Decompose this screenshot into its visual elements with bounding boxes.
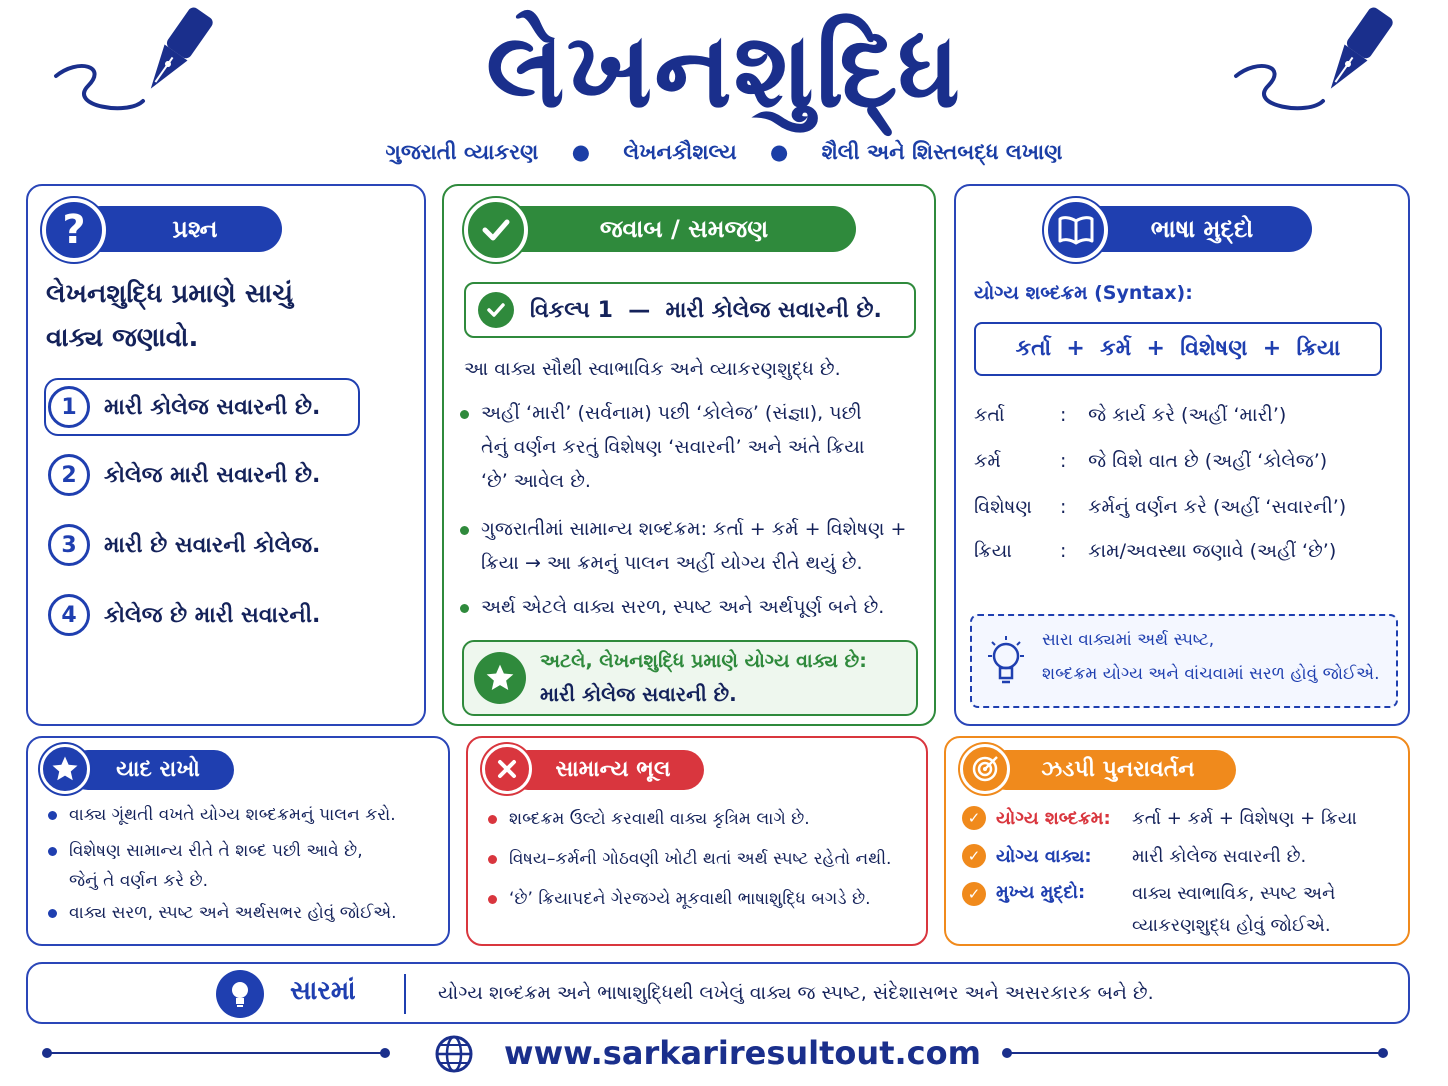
term-label: વિશેષણ bbox=[974, 496, 1032, 518]
check-icon bbox=[478, 292, 514, 328]
revision-badge: ઝડપી પુનરાવર્તન bbox=[986, 750, 1236, 790]
mistake-bullet bbox=[488, 804, 918, 834]
separator-dot: ● bbox=[769, 140, 789, 164]
bullet-line: ક્રિયા → આ ક્રમનું પાલન અહીં યોગ્ય રીતે થયું છે. bbox=[481, 552, 863, 574]
bullet-line: તેનું વર્ણન કરતું વિશેષણ ‘સવારની’ અને અંતે ક્રિયા bbox=[481, 436, 865, 458]
conclusion-line: અટલે, લેખનશુદ્ધિ પ્રમાણે યોગ્ય વાક્ય છે: bbox=[540, 650, 867, 672]
x-icon bbox=[482, 744, 532, 794]
bullet-line: જેનું તે વર્ણન કરે છે. bbox=[69, 871, 209, 891]
star-icon bbox=[40, 744, 90, 794]
summary-divider bbox=[404, 974, 406, 1014]
globe-icon bbox=[434, 1034, 474, 1074]
remember-bullet bbox=[48, 898, 444, 928]
revision-row bbox=[962, 844, 1306, 868]
summary-label: સારમાં bbox=[290, 976, 356, 1006]
subtitle-item: લેખનકૌશલ્ય bbox=[623, 140, 737, 164]
summary-bar bbox=[26, 962, 1410, 1024]
mistake-bullet bbox=[488, 884, 918, 914]
footer-url[interactable]: www.sarkariresultout.com bbox=[504, 1034, 981, 1072]
mistakes-badge: સામાન્ય ભૂલ bbox=[508, 750, 704, 790]
star-icon bbox=[474, 652, 526, 704]
answer-option-text: વિકલ્પ 1 — મારી કોલેજ સવારની છે. bbox=[530, 297, 882, 323]
term-sep: : bbox=[1060, 450, 1067, 472]
term-row bbox=[974, 450, 1327, 472]
language-card bbox=[954, 184, 1410, 726]
footer-dot bbox=[1378, 1048, 1388, 1058]
term-desc: જે વિશે વાત છે (અહીં ‘કોલેજ’) bbox=[1088, 450, 1328, 472]
summary-text: યોગ્ય શબ્દક્રમ અને ભાષાશુદ્ધિથી લખેલું વાક્ય જ સ્પષ્ટ, સંદેશાસભર અને અસરકારક બને છે. bbox=[438, 982, 1154, 1004]
answer-card bbox=[442, 184, 936, 726]
revision-card bbox=[944, 736, 1410, 946]
term-row bbox=[974, 540, 1336, 562]
answer-bullet bbox=[460, 512, 920, 580]
question-icon: ? bbox=[42, 198, 106, 262]
question-text bbox=[46, 272, 416, 360]
footer-dot bbox=[42, 1048, 52, 1058]
term-sep: : bbox=[1060, 540, 1067, 562]
bullet-line: વિશેષણ સામાન્ય રીતે તે શબ્દ પછી આવે છે, bbox=[69, 841, 363, 861]
check-icon: ✓ bbox=[962, 844, 986, 868]
bullet-line: ‘છે’ ક્રિયાપદને ગેરજગ્યે મૂકવાથી ભાષાશુદ્ધિ બગડે છે. bbox=[509, 889, 871, 909]
tip-line: સારા વાક્યમાં અર્થ સ્પષ્ટ, bbox=[1042, 630, 1215, 650]
term-desc: જે કાર્ય કરે (અહીં ‘મારી’) bbox=[1088, 404, 1287, 426]
syntax-label: યોગ્ય શબ્દક્રમ (Syntax): bbox=[974, 282, 1193, 304]
term-label: કર્તા bbox=[974, 404, 1005, 426]
footer-line-left bbox=[46, 1052, 386, 1054]
answer-intro: આ વાક્ય સૌથી સ્વાભાવિક અને વ્યાકરણશુદ્ધ છે. bbox=[464, 358, 841, 380]
check-icon: ✓ bbox=[962, 882, 986, 906]
remember-card bbox=[26, 736, 450, 946]
bullet-line: અર્થ એટલે વાક્ય સરળ, સ્પષ્ટ અને અર્થપૂર્ણ બને છે. bbox=[481, 596, 885, 618]
term-label: ક્રિયા bbox=[974, 540, 1012, 562]
bullet-line: વાક્ય સરળ, સ્પષ્ટ અને અર્થસભર હોવું જોઈએ. bbox=[69, 903, 397, 923]
bullet-line: વિષય–કર્મની ગોઠવણી ખોટી થતાં અર્થ સ્પષ્ટ રહેતો નથી. bbox=[509, 849, 892, 869]
footer-line-right bbox=[1006, 1052, 1384, 1054]
answer-bullet bbox=[460, 590, 920, 624]
bullet-line: વાક્ય ગૂંથતી વખતે યોગ્ય શબ્દક્રમનું પાલન કરો. bbox=[69, 805, 396, 825]
term-row bbox=[974, 496, 1346, 518]
bulb-icon bbox=[216, 970, 264, 1018]
answer-bullet bbox=[460, 396, 920, 498]
revision-row bbox=[962, 806, 1357, 830]
remember-badge: યાદ રાખો bbox=[68, 750, 234, 790]
conclusion-answer: મારી કોલેજ સવારની છે. bbox=[540, 682, 737, 706]
revision-value: વ્યાકરણશુદ્ધ હોવું જોઈએ. bbox=[1132, 915, 1331, 936]
term-desc: કામ/અવસ્થા જણાવે (અહીં ‘છે’) bbox=[1088, 540, 1337, 562]
revision-label: યોગ્ય શબ્દક્રમ: bbox=[996, 807, 1111, 829]
option-3[interactable] bbox=[48, 524, 320, 566]
language-badge: ભાષા મુદ્દો bbox=[1068, 206, 1312, 252]
subtitle-item: ગુજરાતી વ્યાકરણ bbox=[385, 140, 539, 164]
page-title: લેખનશુદ્ધિ bbox=[486, 9, 962, 131]
term-desc: કર્મનું વર્ણન કરે (અહીં ‘સવારની’) bbox=[1088, 496, 1347, 518]
option-text: મારી કોલેજ સવારની છે. bbox=[104, 394, 321, 420]
mistake-bullet bbox=[488, 844, 918, 874]
tip-box bbox=[970, 614, 1398, 708]
footer-dot bbox=[1002, 1048, 1012, 1058]
term-sep: : bbox=[1060, 496, 1067, 518]
check-icon bbox=[464, 198, 528, 262]
option-1[interactable] bbox=[48, 386, 320, 428]
term-row bbox=[974, 404, 1286, 426]
revision-value: વાક્ય સ્વાભાવિક, સ્પષ્ટ અને bbox=[1132, 883, 1336, 904]
question-badge: પ્રશ્ન bbox=[78, 206, 282, 252]
bullet-line: અહીં ‘મારી’ (સર્વનામ) પછી ‘કોલેજ’ (સંજ્ઞા), પછી bbox=[481, 402, 862, 424]
subtitle-item: શૈલી અને શિસ્તબદ્ધ લખાણ bbox=[821, 140, 1063, 164]
question-text-line: લેખનશુદ્ધિ પ્રમાણે સાચું bbox=[46, 279, 294, 309]
syntax-formula: કર્તા + કર્મ + વિશેષણ + ક્રિયા bbox=[974, 322, 1382, 376]
option-text: મારી છે સવારની કોલેજ. bbox=[104, 532, 321, 558]
subtitle bbox=[0, 140, 1448, 165]
remember-bullet bbox=[48, 800, 444, 830]
answer-conclusion-box bbox=[462, 640, 918, 716]
answer-option-box bbox=[464, 282, 916, 338]
question-text-line: વાક્ય જણાવો. bbox=[46, 323, 199, 353]
target-icon bbox=[960, 744, 1010, 794]
term-label: કર્મ bbox=[974, 450, 1001, 472]
option-number: 1 bbox=[48, 386, 90, 428]
option-number: 4 bbox=[48, 594, 90, 636]
option-text: કોલેજ છે મારી સવારની. bbox=[104, 602, 321, 628]
mistakes-card bbox=[466, 736, 928, 946]
revision-value: કર્તા + કર્મ + વિશેષણ + ક્રિયા bbox=[1132, 807, 1357, 829]
remember-bullet bbox=[48, 836, 444, 896]
separator-dot: ● bbox=[571, 140, 591, 164]
book-icon bbox=[1044, 198, 1108, 262]
option-4[interactable] bbox=[48, 594, 320, 636]
option-number: 3 bbox=[48, 524, 90, 566]
option-2[interactable] bbox=[48, 454, 320, 496]
bulb-icon bbox=[984, 634, 1028, 690]
bullet-line: ‘છે’ આવેલ છે. bbox=[481, 470, 591, 492]
option-text: કોલેજ મારી સવારની છે. bbox=[104, 462, 321, 488]
option-number: 2 bbox=[48, 454, 90, 496]
revision-row bbox=[962, 882, 1335, 942]
bullet-line: ગુજરાતીમાં સામાન્ય શબ્દક્રમ: કર્તા + કર્મ + વિશેષણ + bbox=[481, 518, 907, 540]
question-card bbox=[26, 184, 426, 726]
bullet-line: શબ્દક્રમ ઉલ્ટો કરવાથી વાક્ય કૃત્રિમ લાગે છે. bbox=[509, 809, 810, 829]
term-sep: : bbox=[1060, 404, 1067, 426]
revision-label: યોગ્ય વાક્ય: bbox=[996, 845, 1092, 867]
footer-dot bbox=[380, 1048, 390, 1058]
revision-label: મુખ્ય મુદ્દો: bbox=[996, 882, 1086, 903]
answer-badge: જવાબ / સમજણ bbox=[492, 206, 856, 252]
tip-line: શબ્દક્રમ યોગ્ય અને વાંચવામાં સરળ હોવું જોઈએ. bbox=[1042, 664, 1380, 684]
revision-value: મારી કોલેજ સવારની છે. bbox=[1132, 845, 1307, 867]
check-icon: ✓ bbox=[962, 806, 986, 830]
